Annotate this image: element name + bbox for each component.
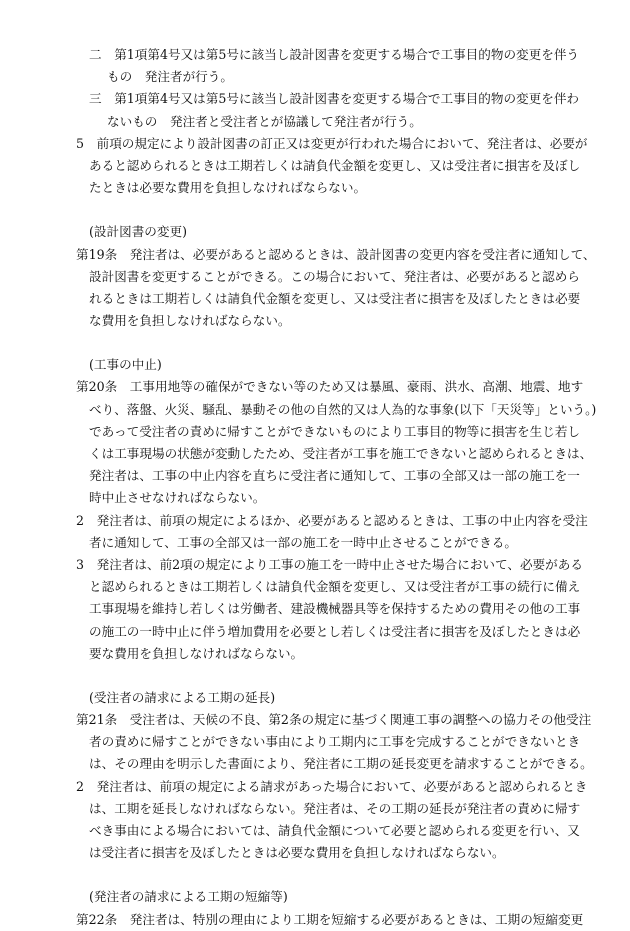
text-line: たときは必要な費用を負担しなければならない。 xyxy=(89,180,367,196)
text-line: 2 発注者は、前項の規定によるほか、必要があると認めるときは、工事の中止内容を受注 xyxy=(76,512,588,528)
text-line: 設計図書を変更することができる。この場合において、発注者は、必要があると認めら xyxy=(89,268,580,284)
article-paragraph xyxy=(0,709,630,776)
text-line: べき事由による場合においては、請負代金額について必要と認められる変更を行い、又 xyxy=(89,823,580,838)
article-paragraph xyxy=(0,376,630,509)
text-line: 者の責めに帰すことができない事由により工期内に工事を完成することができないとき xyxy=(89,734,581,750)
text-line: 発注者は、工事の中止内容を直ちに受注者に通知して、工事の全部又は一部の施工を一 xyxy=(89,468,580,484)
paragraph-gap xyxy=(0,332,630,354)
text-line: は、工期を延長しなければならない。発注者は、その工期の延長が発注者の責めに帰す xyxy=(89,800,581,816)
article-paragraph xyxy=(0,244,630,333)
paragraph-gap xyxy=(0,665,630,687)
text-line: と認められるときは工期若しくは請負代金額を変更し、又は受注者が工事の続行に備え xyxy=(89,579,581,595)
text-line: な費用を負担しなければならない。 xyxy=(89,313,291,329)
text-line: 二 第1項第4号又は第5号に該当し設計図書を変更する場合で工事目的物の変更を伴う xyxy=(89,47,580,62)
text-line: 2 発注者は、前項の規定による請求があった場合において、必要があると認められるとき xyxy=(76,778,588,794)
text-line: であって受注者の責めに帰すことができないものにより工事目的物等に損害を生じ若し xyxy=(89,423,581,439)
article-paragraph xyxy=(0,776,630,865)
text-line: 5 前項の規定により設計図書の訂正又は変更が行われた場合において、発注者は、必要が xyxy=(76,135,588,151)
text-line: もの 発注者が行う。 xyxy=(107,69,233,85)
text-line: あると認められるときは工期若しくは請負代金額を変更し、又は受注者に損害を及ぼし xyxy=(89,157,581,173)
text-line: 三 第1項第4号又は第5号に該当し設計図書を変更する場合で工事目的物の変更を伴わ xyxy=(89,91,580,107)
article-paragraph xyxy=(0,133,630,200)
document-body xyxy=(0,44,630,931)
text-line: べり、落盤、火災、騒乱、暴動その他の自然的又は人為的な事象(以下「天災等」という。) xyxy=(89,401,597,417)
paragraph-gap xyxy=(0,199,630,221)
article-paragraph xyxy=(0,909,630,931)
text-line: 第21条 受注者は、天候の不良、第2条の規定に基づく関連工事の調整への協力その他受注 xyxy=(76,712,592,728)
text-line: れるときは工期若しくは請負代金額を変更し、又は受注者に損害を及ぼしたときは必要 xyxy=(89,290,581,306)
text-line: 第19条 発注者は、必要があると認めるときは、設計図書の変更内容を受注者に通知して、 xyxy=(76,246,596,262)
paragraph-gap xyxy=(0,864,630,886)
list-item xyxy=(0,88,630,132)
text-line: 時中止させなければならない。 xyxy=(89,490,266,506)
article-heading: (工事の中止) xyxy=(89,357,162,373)
text-line: 3 発注者は、前2項の規定により工事の施工を一時中止させた場合において、必要がある xyxy=(76,556,583,572)
article-paragraph xyxy=(0,510,630,554)
article-paragraph xyxy=(0,554,630,665)
article-heading: (発注者の請求による工期の短縮等) xyxy=(89,889,288,905)
text-line: 工事現場を維持し若しくは労働者、建設機械器具等を保持するための費用その他の工事 xyxy=(89,601,581,617)
text-line: の施工の一時中止に伴う増加費用を必要とし若しくは受注者に損害を及ぼしたときは必 xyxy=(89,623,581,639)
text-line: 第20条 工事用地等の確保ができない等のため又は暴風、豪雨、洪水、高潮、地震、地す xyxy=(76,379,584,395)
text-line: は受注者に損害を及ぼしたときは必要な費用を負担しなければならない。 xyxy=(89,845,505,861)
text-line: 者に通知して、工事の全部又は一部の施工を一時中止させることができる。 xyxy=(89,534,517,550)
list-item xyxy=(0,44,630,88)
text-line: は、その理由を明示した書面により、発注者に工期の延長変更を請求することができる。 xyxy=(89,756,593,772)
text-line: 第22条 発注者は、特別の理由により工期を短縮する必要があるときは、工期の短縮変更 xyxy=(76,911,584,927)
article-heading: (設計図書の変更) xyxy=(89,224,187,240)
text-line: ないもの 発注者と受注者とが協議して発注者が行う。 xyxy=(107,113,422,129)
article-heading: (受注者の請求による工期の延長) xyxy=(89,689,276,705)
text-line: くは工事現場の状態が変動したため、受注者が工事を施工できないと認められるときは、 xyxy=(89,446,593,461)
text-line: 要な費用を負担しなければならない。 xyxy=(89,645,304,661)
